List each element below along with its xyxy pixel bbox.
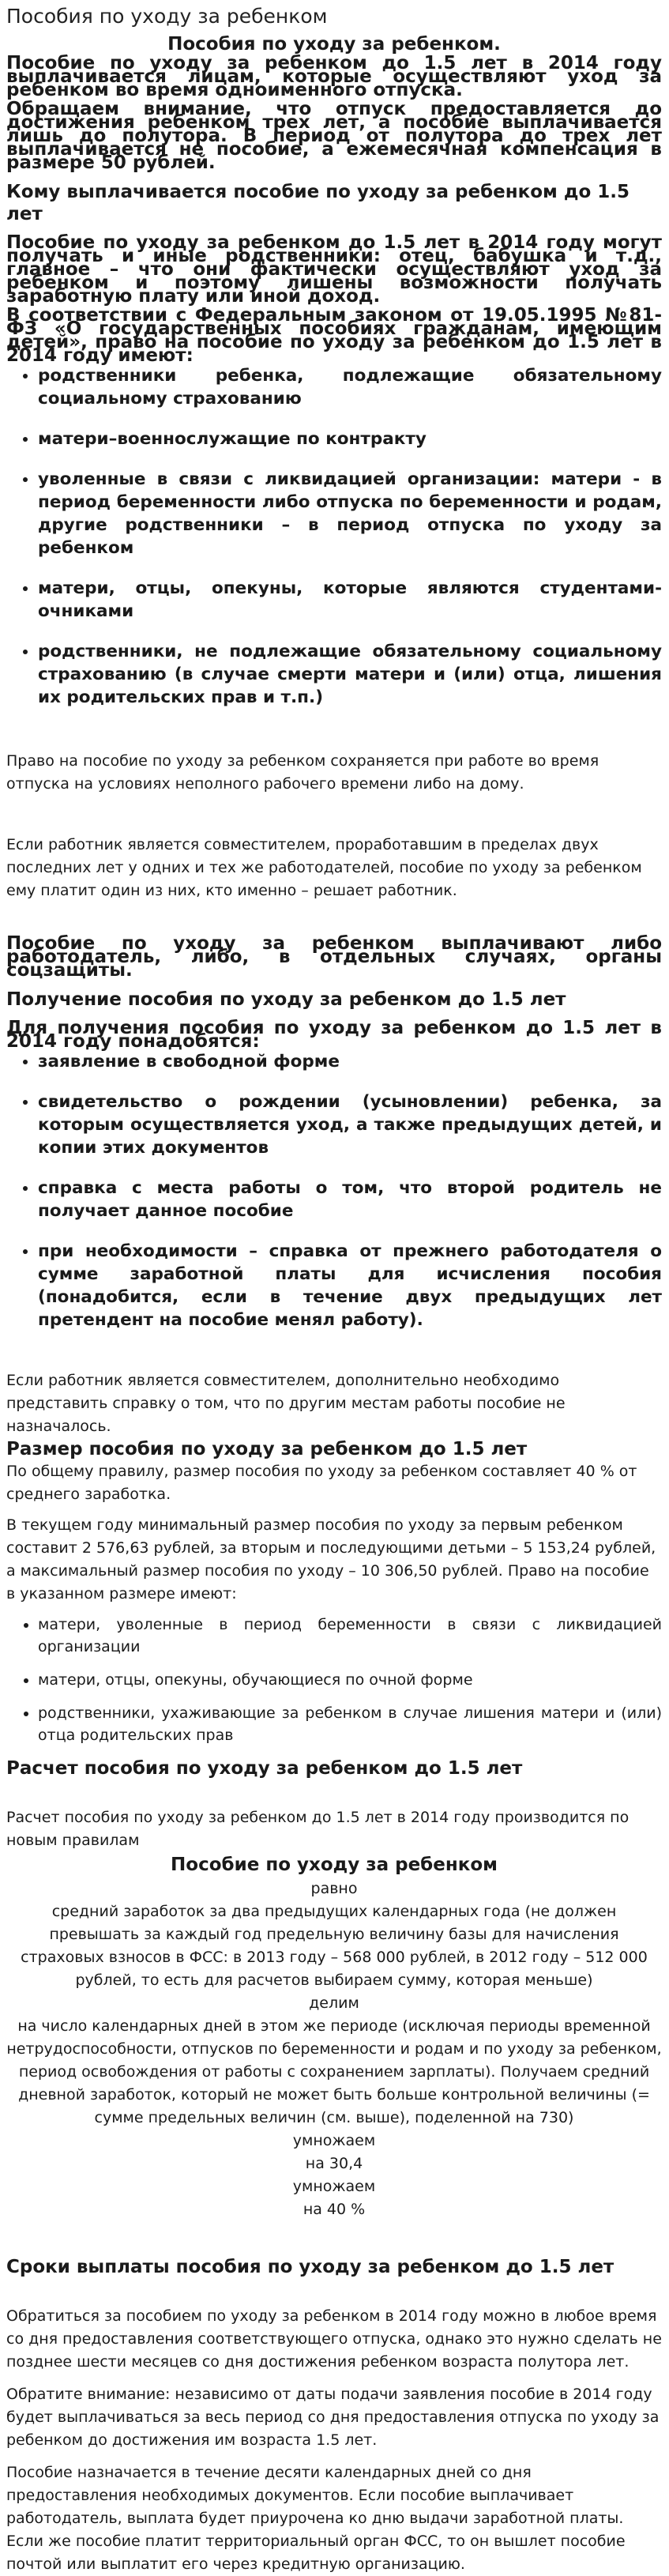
list-item: • родственники, не подлежащие обязательному социальному страхованию (в случае смерти матери и (или) отца, лишения их родительских прав и т.п.)	[38, 640, 662, 709]
list-item: • матери, отцы, опекуны, обучающиеся по очной форме	[38, 1669, 662, 1691]
terms-paragraph-2: Обратите внимание: независимо от даты подачи заявления пособие в 2014 году будет выплачиваться за весь период со дня предоставления отпуска по уходу за ребенком до достижения им возраста 1.5 лет.	[6, 2386, 660, 2449]
formula-equals: равно	[310, 1880, 358, 1897]
article	[6, 0, 662, 2576]
size-general-paragraph: По общему правилу, размер пособия по уходу за ребенком составляет 40 % от среднего заработка.	[6, 1463, 637, 1503]
formula-value-2: на 40 %	[303, 2201, 366, 2218]
size-current-paragraph: В текущем году минимальный размер пособия по уходу за первым ребенком составит 2 576,63 рублей, за вторым и последующими детьми – 5 153,24 рублей, а максимальный размер пособия по уходу – 10 306,50 рублей. Право на пособие в указанном размере имеют:	[6, 1516, 656, 1602]
size-heading: Размер пособия по уходу за ребенком до 1.5 лет	[6, 1439, 528, 1459]
formula-divide: делим	[309, 1994, 359, 2012]
documents-list	[6, 1050, 662, 1331]
size-list	[6, 1614, 662, 1746]
list-item: • заявление в свободной форме	[38, 1050, 662, 1073]
list-item: • родственники, ухаживающие за ребенком в случае лишения матери и (или) отца родительских прав	[38, 1702, 662, 1746]
get-heading: Получение пособия по уходу за ребенком до 1.5 лет	[6, 989, 566, 1010]
who-heading: Кому выплачивается пособие по уходу за ребенком до 1.5 лет	[6, 182, 630, 224]
formula-days: на число календарных дней в этом же периоде (исключая периоды временной нетрудоспособности, отпусков по беременности и родам и по уходу за ребенком, период освобождения от работы с сохранением зарплаты). Получаем средний дневной заработок, который не может быть больше контрольной величины (= сумме предельных величин (см. выше), поделенной на 730)	[6, 2017, 662, 2126]
who-intro-paragraph: Пособие по уходу за ребенком до 1.5 лет в 2014 году могут получать и иные родственники: отец, бабушка и т.д., главное – что они фактически осуществляют уход за ребенком и поэтому лишены возможности получать заработную плату или иной доход.	[6, 232, 662, 307]
formula-multiply-1: умножаем	[292, 2132, 376, 2149]
intro-paragraph: Пособие по уходу за ребенком до 1.5 лет в 2014 году выплачивается лицам, которые осуществляют уход за ребенком во время одноименного отпуска.	[6, 53, 662, 100]
calc-heading: Расчет пособия по уходу за ребенком до 1.5 лет	[6, 1758, 523, 1779]
list-item: • свидетельство о рождении (усыновлении) ребенка, за которым осуществляется уход, а также предыдущих детей, и копии этих документов	[38, 1090, 662, 1159]
parttime-note: Право на пособие по уходу за ребенком сохраняется при работе во время отпуска на условиях неполного рабочего времени либо на дому.	[6, 752, 599, 793]
list-item: • матери–военнослужащие по контракту	[38, 427, 662, 450]
calc-intro-paragraph: Расчет пособия по уходу за ребенком до 1.5 лет в 2014 году производится по новым правилам	[6, 1809, 630, 1849]
page-title: Пособия по уходу за ребенком	[6, 5, 328, 28]
formula-average-earnings: средний заработок за два предыдущих календарных года (не должен превышать за каждый год предельную величину базы для начисления страховых взносов в ФСС: в 2013 году – 568 000 рублей, в 2012 году – 512 000 рублей, то есть для расчетов выбираем сумму, которая меньше)	[21, 1903, 648, 1989]
docs-intro-paragraph: Для получения пособия по уходу за ребенком до 1.5 лет в 2014 году понадобятся:	[6, 1018, 662, 1052]
list-item: • уволенные в связи с ликвидацией организации: матери - в период беременности либо отпуска по беременности и родам, другие родственники – в период отпуска по уходу за ребенком	[38, 468, 662, 559]
list-item: • справка с места работы о том, что второй родитель не получает данное пособие	[38, 1177, 662, 1222]
terms-paragraph-1: Обратиться за пособием по уходу за ребенком в 2014 году можно в любое время со дня предоставления соответствующего отпуска, однако это нужно сделать не позднее шести месяцев со дня достижения ребенком возраста полутора лет.	[6, 2307, 662, 2371]
list-item: • матери, уволенные в период беременности в связи с ликвидацией организации	[38, 1614, 662, 1658]
list-item: • при необходимости – справка от прежнего работодателя о сумме заработной платы для исчисления пособия (понадобится, если в течение двух предыдущих лет претендент на пособие менял работу).	[38, 1240, 662, 1331]
eligible-list	[6, 364, 662, 709]
formula-value-1: на 30,4	[305, 2155, 363, 2172]
multi-employer-note: Если работник является совместителем, проработавшим в пределах двух последних лет у одних и тех же работодателей, пособие по уходу за ребенком ему платит один из них, кто именно – решает работник.	[6, 836, 642, 899]
calc-formula	[6, 1852, 662, 2221]
terms-heading: Сроки выплаты пособия по уходу за ребенком до 1.5 лет	[6, 2257, 615, 2277]
list-item: • матери, отцы, опекуны, которые являются студентами-очниками	[38, 577, 662, 623]
formula-multiply-2: умножаем	[292, 2178, 376, 2195]
terms-paragraph-3: Пособие назначается в течение десяти календарных дней со дня предоставления необходимых документов. Если пособие выплачивает работодатель, выплата будет приурочена ко дню выдачи заработной платы. Если же пособие платит территориальный орган ФСС, то он вышлет пособие почтой или выплатит его через кредитную организацию.	[6, 2464, 626, 2573]
payer-paragraph: Пособие по уходу за ребенком выплачивают либо работодатель, либо, в отдельных случаях, органы соцзащиты.	[6, 933, 662, 981]
formula-title: Пособие по уходу за ребенком	[171, 1855, 498, 1875]
list-item: • родственники ребенка, подлежащие обязательному социальному страхованию	[38, 364, 662, 410]
article-heading: Пособия по уходу за ребенком.	[167, 34, 501, 55]
certificate-note: Если работник является совместителем, дополнительно необходимо представить справку о том, что по другим местам работы пособие не назначалось.	[6, 1372, 566, 1435]
law-paragraph: В соответствии с Федеральным законом от 19.05.1995 №81-ФЗ «О государственных пособиях гражданам, имеющим детей», право на пособие по уходу за ребенком до 1.5 лет в 2014 году имеют:	[6, 305, 662, 366]
notice-paragraph: Обращаем внимание, что отпуск предоставляется до достижения ребенком трех лет, а пособие выплачивается лишь до полутора. В период от полутора до трех лет выплачивается не пособие, а ежемесячная компенсация в размере 50 рублей.	[6, 99, 662, 173]
